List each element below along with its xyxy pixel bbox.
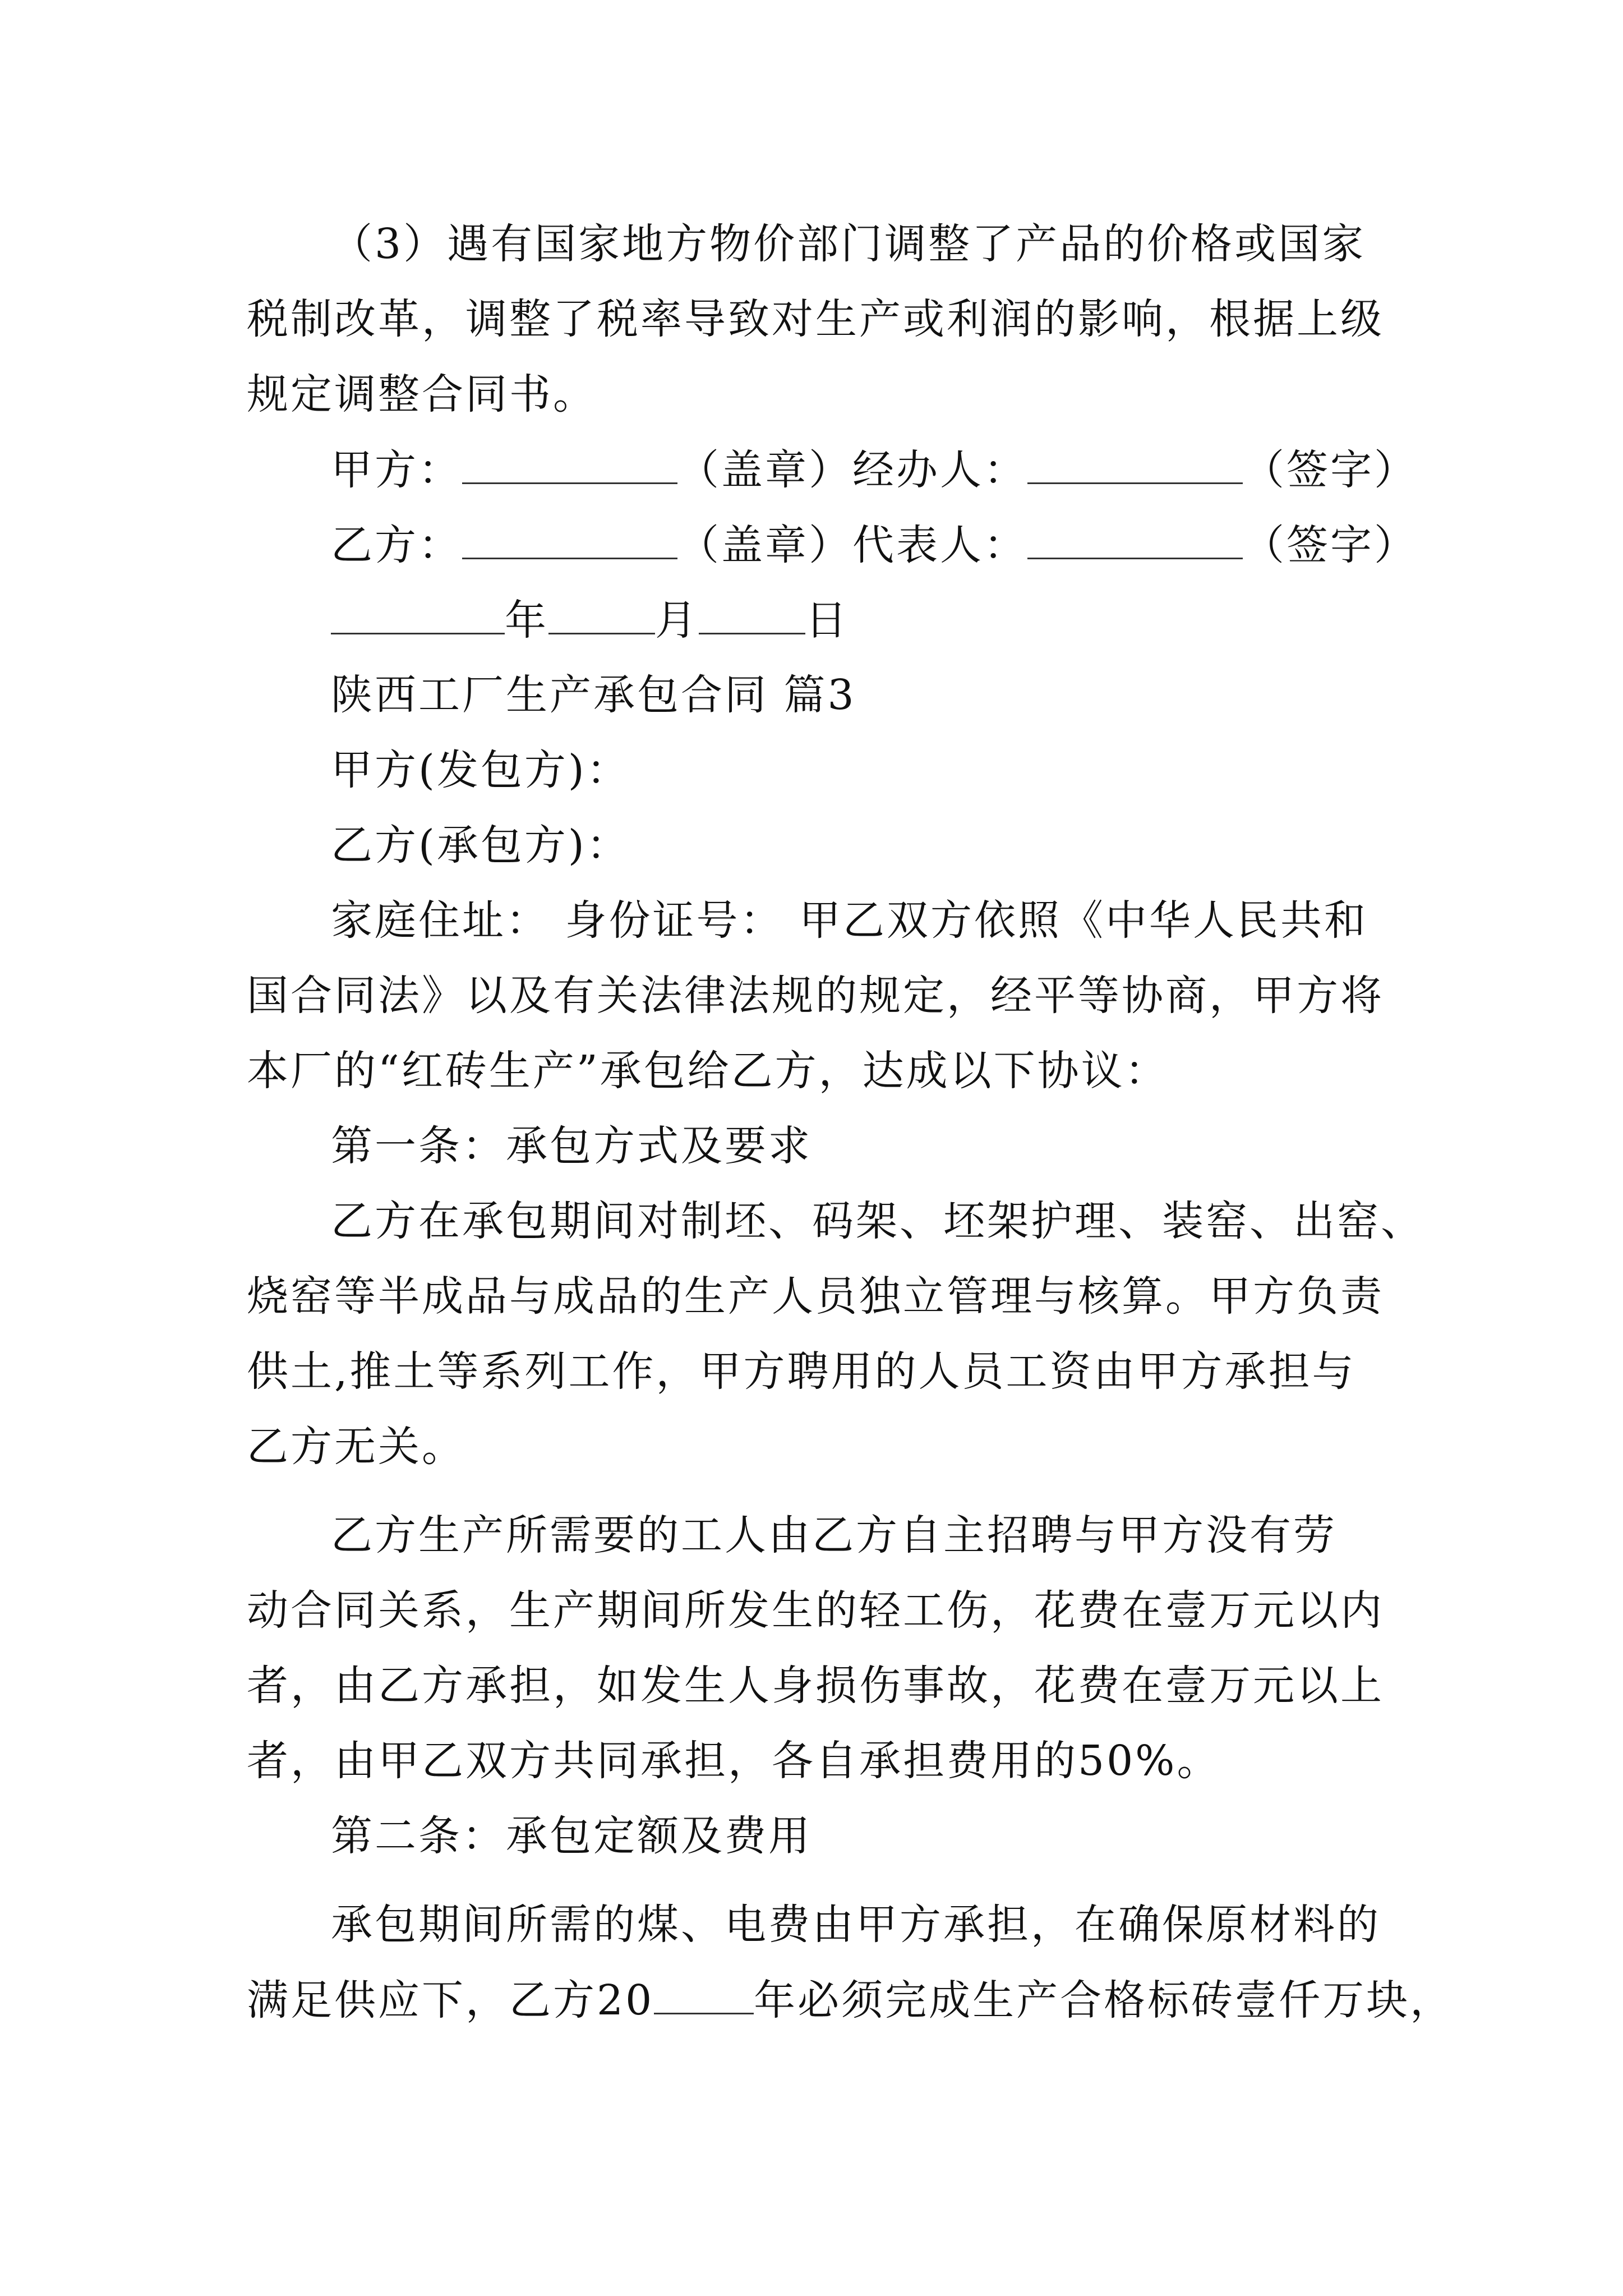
article-1-para-1-line: 乙方在承包期间对制坯、码架、坯架护理、装窑、出窑、 bbox=[331, 1197, 1424, 1245]
year-label: 年 bbox=[505, 596, 548, 645]
party-a-blank[interactable] bbox=[462, 449, 677, 484]
month-label: 月 bbox=[655, 596, 699, 645]
article-1-para-2-line: 者，由乙方承担，如发生人身损伤事故，花费在壹万元以上 bbox=[247, 1662, 1384, 1710]
article-2-text-a: 满足供应下，乙方20 bbox=[247, 1976, 654, 2024]
article-1-para-2-line: 动合同关系，生产期间所发生的轻工伤，花费在壹万元以内 bbox=[247, 1586, 1384, 1635]
article-2-text-b: 年必须完成生产合格标砖壹仟万块， bbox=[754, 1976, 1454, 2024]
party-a-heading: 甲方(发包方)： bbox=[331, 746, 630, 794]
month-blank[interactable] bbox=[548, 599, 655, 634]
party-b-heading: 乙方(承包方)： bbox=[331, 821, 630, 869]
article-2-heading: 第二条：承包定额及费用 bbox=[331, 1812, 812, 1860]
article-2-para-1-line-2 bbox=[247, 1976, 1454, 2024]
preamble-line-2: 国合同法》以及有关法律法规的规定，经平等协商，甲方将 bbox=[247, 972, 1384, 1020]
intro-line-1: （3）遇有国家地方物价部门调整了产品的价格或国家 bbox=[331, 220, 1366, 268]
article-1-para-2-line: 乙方生产所需要的工人由乙方自主招聘与甲方没有劳 bbox=[331, 1511, 1337, 1559]
agent-blank[interactable] bbox=[1027, 449, 1243, 484]
article-1-para-1-line: 烧窑等半成品与成品的生产人员独立管理与核算。甲方负责 bbox=[247, 1272, 1384, 1320]
signature-row-party-b bbox=[331, 521, 1418, 569]
stamp-label: （盖章） bbox=[677, 521, 852, 569]
article-1-heading: 第一条：承包方式及要求 bbox=[331, 1122, 812, 1170]
sign-label: （签字） bbox=[1243, 446, 1418, 494]
date-row bbox=[331, 596, 849, 645]
article-1-para-1-line: 乙方无关。 bbox=[247, 1423, 465, 1471]
stamp-label: （盖章） bbox=[677, 446, 852, 494]
representative-blank[interactable] bbox=[1027, 524, 1243, 559]
article-1-para-2-line: 者，由甲乙双方共同承担，各自承担费用的50%。 bbox=[247, 1737, 1221, 1785]
day-label: 日 bbox=[805, 596, 849, 645]
year-suffix-blank[interactable] bbox=[654, 1979, 754, 2014]
party-b-label: 乙方： bbox=[331, 521, 462, 569]
sign-label: （签字） bbox=[1243, 521, 1418, 569]
article-1-para-1-line: 供土,推土等系列工作，甲方聘用的人员工资由甲方承担与 bbox=[247, 1347, 1356, 1396]
year-blank[interactable] bbox=[331, 599, 505, 634]
agent-label: 经办人： bbox=[852, 446, 1027, 494]
intro-line-2: 税制改革，调整了税率导致对生产或利润的影响，根据上级 bbox=[247, 295, 1384, 343]
party-a-label: 甲方： bbox=[331, 446, 462, 494]
article-2-para-1-line-1: 承包期间所需的煤、电费由甲方承担，在确保原材料的 bbox=[331, 1901, 1381, 1949]
representative-label: 代表人： bbox=[852, 521, 1027, 569]
preamble-line-3: 本厂的“红砖生产”承包给乙方，达成以下协议： bbox=[247, 1047, 1169, 1095]
contract-title: 陕西工厂生产承包合同 篇3 bbox=[331, 671, 856, 719]
preamble-line-1: 家庭住址： 身份证号： 甲乙双方依照《中华人民共和 bbox=[331, 896, 1368, 945]
signature-row-party-a bbox=[331, 446, 1418, 494]
intro-line-3: 规定调整合同书。 bbox=[247, 370, 597, 418]
party-b-blank[interactable] bbox=[462, 524, 677, 559]
day-blank[interactable] bbox=[699, 599, 805, 634]
